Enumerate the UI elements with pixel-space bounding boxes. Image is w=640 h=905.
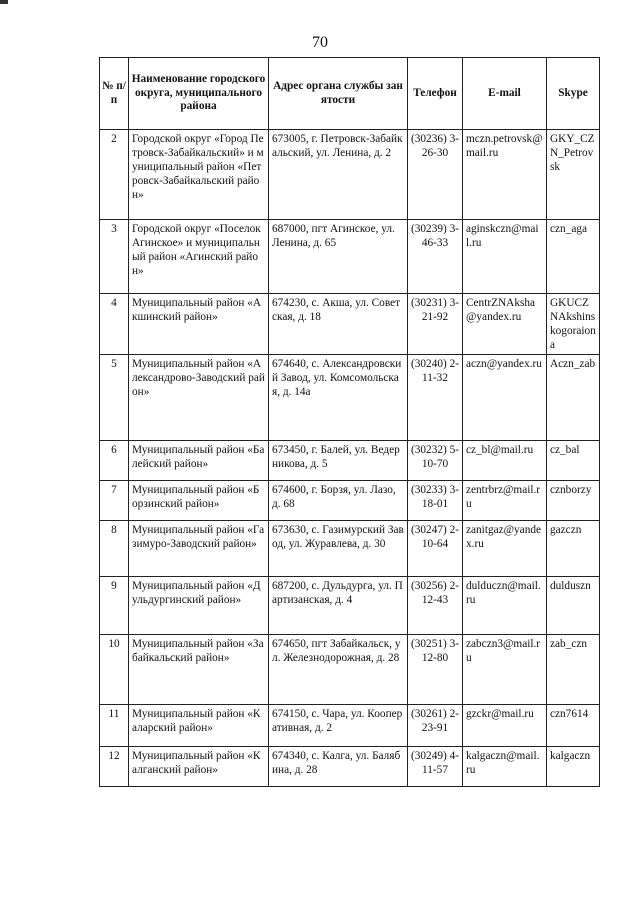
- cell-num: 6: [100, 441, 129, 481]
- cell-name: Муниципальный район «Александрово-Заводский район»: [129, 355, 269, 441]
- cell-email: kalgaczn@mail.ru: [463, 747, 547, 787]
- cell-address: 674150, с. Чара, ул. Кооперативная, д. 2: [269, 705, 408, 747]
- cell-name: Городской округ «Город Петровск-Забайкальский» и муниципальный район «Петровск-Забайкальский район»: [129, 130, 269, 220]
- cell-email: aginskczn@mail.ru: [463, 220, 547, 294]
- cell-num: 12: [100, 747, 129, 787]
- cell-num: 3: [100, 220, 129, 294]
- cell-address: 674650, пгт Забайкальск, ул. Железнодорожная, д. 28: [269, 635, 408, 705]
- header-skype: Skype: [547, 58, 600, 130]
- cell-skype: gazczn: [547, 521, 600, 577]
- cell-email: cz_bl@mail.ru: [463, 441, 547, 481]
- cell-num: 8: [100, 521, 129, 577]
- table-row: [100, 220, 600, 294]
- cell-email: CentrZNAksha@yandex.ru: [463, 294, 547, 355]
- table-row: [100, 521, 600, 577]
- cell-num: 4: [100, 294, 129, 355]
- cell-skype: kalgaczn: [547, 747, 600, 787]
- cell-address: 673005, г. Петровск-Забайкальский, ул. Ленина, д. 2: [269, 130, 408, 220]
- cell-email: zabczn3@mail.ru: [463, 635, 547, 705]
- cell-name: Городской округ «Поселок Агинское» и муниципальный район «Агинский район»: [129, 220, 269, 294]
- cell-phone: (30247) 2-10-64: [408, 521, 463, 577]
- cell-address: 673630, с. Газимурский Завод, ул. Журавлева, д. 30: [269, 521, 408, 577]
- table-row: [100, 705, 600, 747]
- cell-skype: GKY_CZN_Petrovsk: [547, 130, 600, 220]
- employment-offices-table: [99, 57, 600, 787]
- cell-skype: czn_aga: [547, 220, 600, 294]
- scan-mark: [0, 0, 8, 4]
- cell-email: dulduczn@mail.ru: [463, 577, 547, 635]
- cell-phone: (30251) 3-12-80: [408, 635, 463, 705]
- cell-address: 674230, с. Акша, ул. Советская, д. 18: [269, 294, 408, 355]
- cell-name: Муниципальный район «Балейский район»: [129, 441, 269, 481]
- cell-phone: (30256) 2-12-43: [408, 577, 463, 635]
- cell-skype: GKUCZNAkshinskogoraiona: [547, 294, 600, 355]
- cell-name: Муниципальный район «Калганский район»: [129, 747, 269, 787]
- cell-address: 674600, г. Борзя, ул. Лазо, д. 68: [269, 481, 408, 521]
- cell-num: 5: [100, 355, 129, 441]
- header-address: Адрес органа службы занятости: [269, 58, 408, 130]
- cell-email: aczn@yandex.ru: [463, 355, 547, 441]
- cell-num: 9: [100, 577, 129, 635]
- cell-email: gzckr@mail.ru: [463, 705, 547, 747]
- cell-skype: czn7614: [547, 705, 600, 747]
- cell-name: Муниципальный район «Каларский район»: [129, 705, 269, 747]
- table-row: [100, 130, 600, 220]
- cell-num: 10: [100, 635, 129, 705]
- cell-phone: (30239) 3-46-33: [408, 220, 463, 294]
- cell-skype: cz_bal: [547, 441, 600, 481]
- cell-email: mczn.petrovsk@mail.ru: [463, 130, 547, 220]
- cell-num: 2: [100, 130, 129, 220]
- cell-phone: (30261) 2-23-91: [408, 705, 463, 747]
- table-row: [100, 355, 600, 441]
- page-number: 70: [312, 34, 328, 51]
- table-row: [100, 294, 600, 355]
- header-phone: Телефон: [408, 58, 463, 130]
- cell-phone: (30236) 3-26-30: [408, 130, 463, 220]
- cell-address: 674340, с. Калга, ул. Балябина, д. 28: [269, 747, 408, 787]
- table-row: [100, 441, 600, 481]
- cell-phone: (30249) 4-11-57: [408, 747, 463, 787]
- cell-skype: zab_czn: [547, 635, 600, 705]
- cell-email: zentrbrz@mail.ru: [463, 481, 547, 521]
- cell-skype: dulduszn: [547, 577, 600, 635]
- cell-address: 687000, пгт Агинское, ул. Ленина, д. 65: [269, 220, 408, 294]
- cell-num: 11: [100, 705, 129, 747]
- cell-skype: cznborzy: [547, 481, 600, 521]
- cell-address: 674640, с. Александровский Завод, ул. Комсомольская, д. 14а: [269, 355, 408, 441]
- cell-name: Муниципальный район «Борзинский район»: [129, 481, 269, 521]
- header-name: Наименование городского округа, муниципального района: [129, 58, 269, 130]
- cell-num: 7: [100, 481, 129, 521]
- table-row: [100, 747, 600, 787]
- table-row: [100, 481, 600, 521]
- cell-address: 687200, с. Дульдурга, ул. Партизанская, д. 4: [269, 577, 408, 635]
- cell-skype: Aczn_zab: [547, 355, 600, 441]
- table-row: [100, 635, 600, 705]
- header-email: E-mail: [463, 58, 547, 130]
- cell-email: zanitgaz@yandex.ru: [463, 521, 547, 577]
- cell-name: Муниципальный район «Акшинский район»: [129, 294, 269, 355]
- cell-phone: (30233) 3-18-01: [408, 481, 463, 521]
- cell-phone: (30232) 5-10-70: [408, 441, 463, 481]
- cell-phone: (30240) 2-11-32: [408, 355, 463, 441]
- cell-phone: (30231) 3-21-92: [408, 294, 463, 355]
- cell-address: 673450, г. Балей, ул. Ведерникова, д. 5: [269, 441, 408, 481]
- cell-name: Муниципальный район «Забайкальский район»: [129, 635, 269, 705]
- cell-name: Муниципальный район «Газимуро-Заводский район»: [129, 521, 269, 577]
- table-header-row: [100, 58, 600, 130]
- cell-name: Муниципальный район «Дульдургинский район»: [129, 577, 269, 635]
- header-num: № п/п: [100, 58, 129, 130]
- table-row: [100, 577, 600, 635]
